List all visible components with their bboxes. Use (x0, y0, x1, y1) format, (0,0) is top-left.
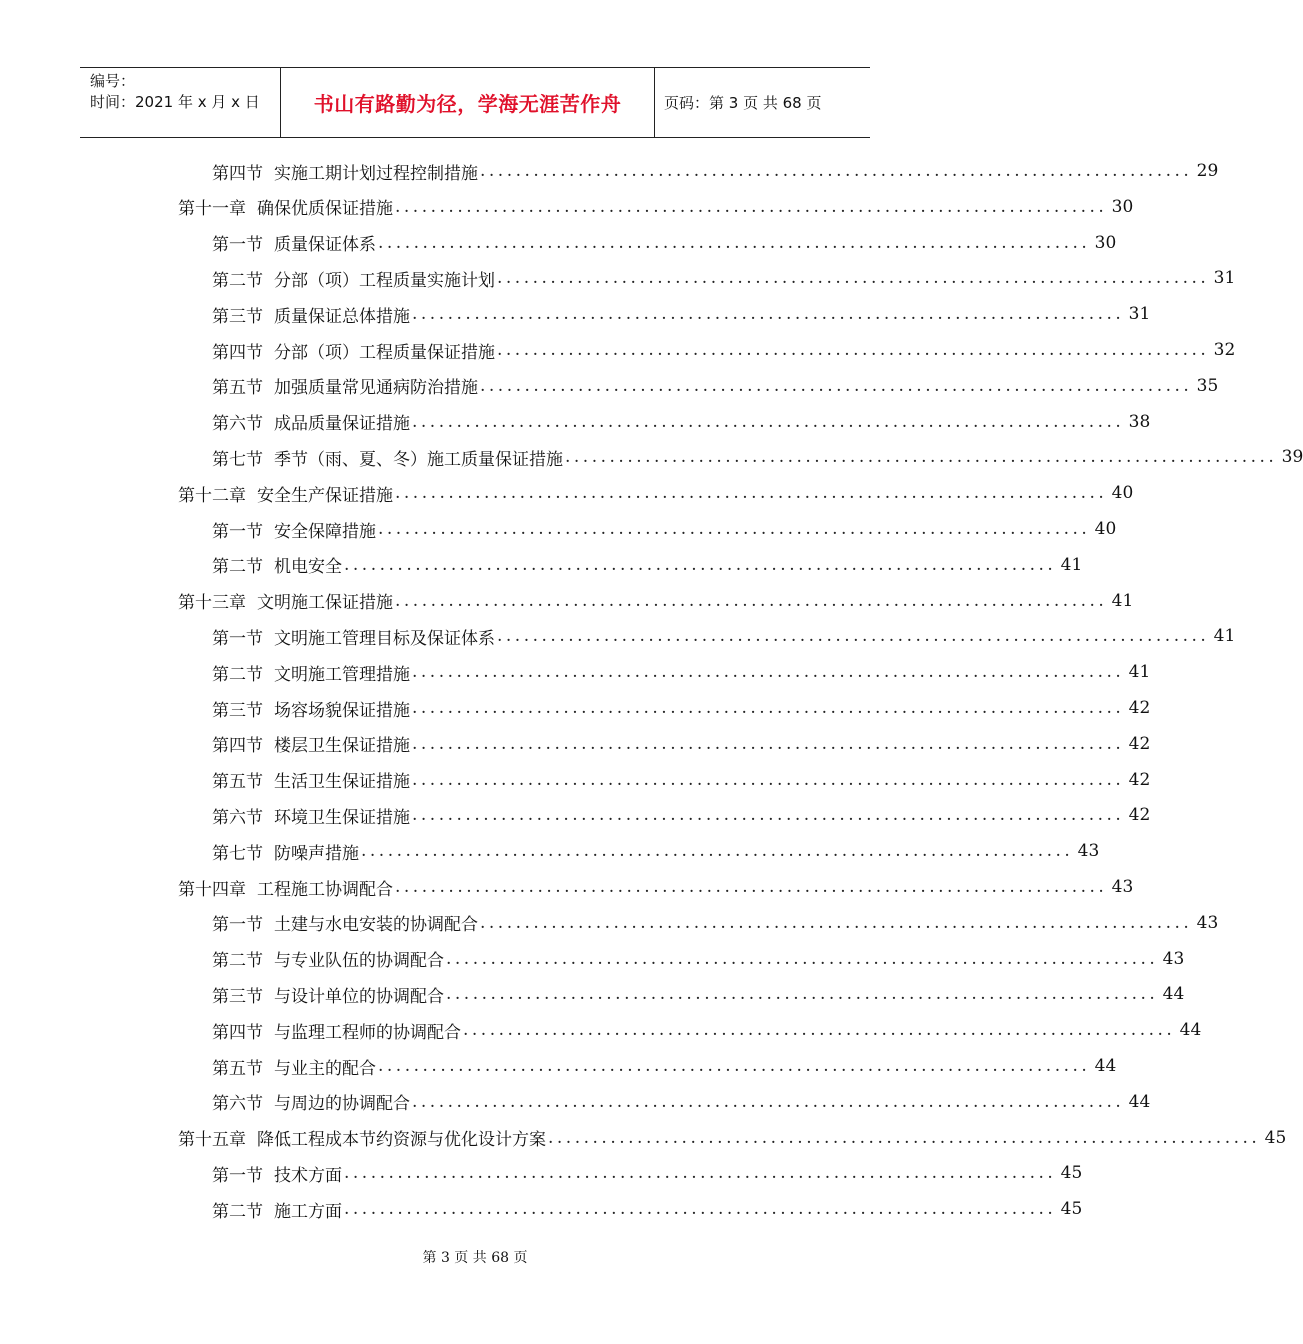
toc-entry-title: 楼层卫生保证措施 (274, 736, 410, 757)
toc-entry[interactable] (212, 654, 1151, 690)
toc-entry[interactable] (212, 296, 1151, 332)
toc-entry-title: 加强质量常见通病防治措施 (274, 378, 478, 399)
toc-leader-dots: ................................................................................ (412, 698, 1125, 718)
toc-entry-number: 第三节 (212, 986, 263, 1007)
toc-entry-page: 44 (1179, 1020, 1202, 1041)
toc-entry[interactable] (212, 690, 1151, 726)
toc-entry[interactable] (178, 189, 1134, 225)
toc-entry-page: 31 (1128, 304, 1151, 325)
toc-entry-number: 第六节 (212, 414, 263, 435)
toc-entry-number: 第三节 (212, 306, 263, 327)
toc-entry-page: 45 (1264, 1127, 1287, 1148)
header-motto: 书山有路勤为径，学海无涯苦作舟 (281, 68, 655, 137)
toc-entry-title: 与业主的配合 (274, 1058, 376, 1079)
toc-entry-title: 生活卫生保证措施 (274, 772, 410, 793)
toc-entry-title: 场容场貌保证措施 (274, 700, 410, 721)
toc-entry-title: 分部（项）工程质量实施计划 (274, 270, 495, 291)
toc-entry[interactable] (212, 833, 1100, 869)
toc-entry-title: 质量保证总体措施 (274, 306, 410, 327)
toc-leader-dots: ................................................................................ (565, 447, 1278, 468)
toc-leader-dots: ................................................................................ (378, 1056, 1091, 1076)
toc-entry-title: 文明施工管理目标及保证体系 (274, 628, 495, 649)
toc-entry-page: 40 (1094, 519, 1117, 539)
toc-entry-title: 成品质量保证措施 (274, 414, 410, 435)
toc-entry-title: 工程施工协调配合 (257, 879, 393, 900)
toc-entry[interactable] (212, 404, 1151, 440)
toc-leader-dots: ................................................................................ (480, 375, 1193, 396)
toc-leader-dots: ................................................................................ (412, 304, 1125, 325)
toc-leader-dots: ................................................................................ (344, 554, 1057, 575)
toc-entry-number: 第十四章 (178, 879, 246, 900)
toc-leader-dots: ................................................................................ (378, 519, 1091, 539)
toc-leader-dots: ................................................................................ (412, 411, 1125, 432)
toc-entry-page: 45 (1060, 1199, 1083, 1220)
toc-entry-title: 实施工期计划过程控制措施 (274, 163, 478, 184)
page-header (80, 67, 870, 138)
page-footer: 第 3 页 共 68 页 (422, 1250, 528, 1266)
toc-leader-dots: ................................................................................ (361, 841, 1074, 862)
toc-entry[interactable] (178, 475, 1134, 511)
toc-entry[interactable] (212, 439, 1303, 475)
toc-leader-dots: ................................................................................ (497, 340, 1210, 360)
toc-entry[interactable] (212, 976, 1185, 1012)
toc-entry-title: 安全生产保证措施 (257, 485, 393, 506)
toc-entry-page: 41 (1213, 626, 1236, 647)
toc-entry-page: 29 (1196, 161, 1219, 181)
toc-entry-page: 41 (1111, 590, 1134, 611)
toc-entry[interactable] (212, 1191, 1083, 1227)
toc-entry-title: 确保优质保证措施 (257, 199, 393, 220)
toc-leader-dots: ................................................................................ (480, 161, 1193, 181)
toc-entry[interactable] (212, 618, 1236, 654)
toc-entry[interactable] (212, 726, 1151, 762)
toc-entry-page: 41 (1060, 554, 1083, 575)
toc-entry-title: 文明施工保证措施 (257, 593, 393, 614)
toc-entry-title: 质量保证体系 (274, 235, 376, 256)
toc-leader-dots: ................................................................................ (446, 984, 1159, 1005)
toc-leader-dots: ................................................................................ (395, 196, 1108, 217)
toc-entry-page: 43 (1111, 877, 1134, 897)
toc-leader-dots: ................................................................................ (344, 1163, 1057, 1184)
toc-entry[interactable] (212, 260, 1236, 296)
toc-entry-page: 30 (1111, 196, 1134, 217)
toc-entry-page: 42 (1128, 769, 1151, 790)
toc-entry-page: 31 (1213, 268, 1236, 289)
toc-entry-number: 第三节 (212, 700, 263, 721)
toc-entry-page: 38 (1128, 411, 1151, 432)
toc-entry-title: 降低工程成本节约资源与优化设计方案 (257, 1130, 546, 1151)
toc-entry-number: 第二节 (212, 1201, 263, 1222)
toc-entry-page: 43 (1196, 912, 1219, 933)
toc-entry-title: 季节（雨、夏、冬）施工质量保证措施 (274, 449, 563, 470)
toc-entry-number: 第一节 (212, 521, 263, 542)
toc-entry-page: 44 (1094, 1056, 1117, 1076)
toc-leader-dots: ................................................................................ (463, 1020, 1176, 1041)
toc-entry-title: 与专业队伍的协调配合 (274, 951, 444, 972)
toc-entry[interactable] (212, 225, 1117, 261)
toc-entry[interactable] (212, 153, 1219, 189)
toc-entry-number: 第十五章 (178, 1130, 246, 1151)
toc-entry-number: 第五节 (212, 378, 263, 399)
toc-entry-title: 与设计单位的协调配合 (274, 986, 444, 1007)
toc-entry[interactable] (212, 941, 1185, 977)
toc-entry-page: 43 (1077, 841, 1100, 862)
toc-entry-page: 30 (1094, 232, 1117, 253)
toc-entry-number: 第七节 (212, 449, 263, 470)
toc-entry-title: 土建与水电安装的协调配合 (274, 915, 478, 936)
toc-entry-title: 技术方面 (274, 1165, 342, 1186)
header-meta (80, 68, 281, 137)
toc-entry[interactable] (178, 1120, 1287, 1156)
toc-entry[interactable] (212, 332, 1236, 368)
toc-leader-dots: ................................................................................ (497, 626, 1210, 647)
toc-leader-dots: ................................................................................ (395, 877, 1108, 897)
toc-entry[interactable] (212, 368, 1219, 404)
toc-entry[interactable] (178, 869, 1134, 905)
toc-entry-number: 第六节 (212, 807, 263, 828)
toc-entry-number: 第六节 (212, 1094, 263, 1115)
toc-entry-number: 第五节 (212, 1058, 263, 1079)
toc-entry-page: 42 (1128, 698, 1151, 718)
toc-entry-number: 第十二章 (178, 485, 246, 506)
toc-leader-dots: ................................................................................ (412, 733, 1125, 754)
toc-leader-dots: ................................................................................ (378, 232, 1091, 253)
toc-entry-number: 第四节 (212, 342, 263, 363)
toc-entry-title: 文明施工管理措施 (274, 664, 410, 685)
document-date: 时间：2021 年 x 月 x 日 (90, 93, 260, 111)
toc-leader-dots: ................................................................................ (412, 662, 1125, 683)
toc-leader-dots: ................................................................................ (548, 1127, 1261, 1148)
toc-entry[interactable] (178, 583, 1134, 619)
toc-entry-page: 41 (1128, 662, 1151, 683)
toc-entry-page: 35 (1196, 375, 1219, 396)
toc-entry-number: 第一节 (212, 235, 263, 256)
toc-entry-title: 机电安全 (274, 557, 342, 578)
toc-entry-number: 第五节 (212, 772, 263, 793)
toc-entry-title: 安全保障措施 (274, 521, 376, 542)
toc-entry-page: 39 (1281, 447, 1303, 468)
toc-entry-title: 施工方面 (274, 1201, 342, 1222)
toc-entry[interactable] (212, 797, 1151, 833)
toc-entry[interactable] (212, 1012, 1202, 1048)
toc-entry-number: 第一节 (212, 628, 263, 649)
header-page-info: 页码：第 3 页 共 68 页 (664, 94, 822, 112)
toc-entry-number: 第二节 (212, 951, 263, 972)
toc-leader-dots: ................................................................................ (412, 805, 1125, 826)
toc-entry-page: 40 (1111, 483, 1134, 504)
toc-entry-number: 第十一章 (178, 199, 246, 220)
toc-entry[interactable] (212, 905, 1219, 941)
toc-entry-number: 第二节 (212, 557, 263, 578)
toc-entry-number: 第一节 (212, 915, 263, 936)
toc-leader-dots: ................................................................................ (344, 1199, 1057, 1220)
toc-entry-number: 第二节 (212, 270, 263, 291)
toc-entry-page: 42 (1128, 805, 1151, 826)
document-number-label: 编号： (90, 72, 136, 90)
toc-leader-dots: ................................................................................ (446, 948, 1159, 969)
toc-leader-dots: ................................................................................ (480, 912, 1193, 933)
toc-leader-dots: ................................................................................ (395, 483, 1108, 504)
toc-entry-page: 43 (1162, 948, 1185, 969)
toc-entry-page: 44 (1162, 984, 1185, 1005)
toc-entry[interactable] (212, 1155, 1083, 1191)
toc-entry-number: 第七节 (212, 843, 263, 864)
toc-leader-dots: ................................................................................ (497, 268, 1210, 289)
toc-entry-number: 第四节 (212, 736, 263, 757)
toc-entry-title: 环境卫生保证措施 (274, 807, 410, 828)
toc-entry-page: 32 (1213, 340, 1236, 360)
toc-entry-title: 分部（项）工程质量保证措施 (274, 342, 495, 363)
toc-entry[interactable] (212, 547, 1083, 583)
toc-entry-page: 42 (1128, 733, 1151, 754)
toc-entry[interactable] (212, 1084, 1151, 1120)
toc-entry-number: 第十三章 (178, 593, 246, 614)
toc-entry-title: 与监理工程师的协调配合 (274, 1022, 461, 1043)
toc-leader-dots: ................................................................................ (395, 590, 1108, 611)
toc-entry-title: 与周边的协调配合 (274, 1094, 410, 1115)
toc-leader-dots: ................................................................................ (412, 769, 1125, 790)
toc-entry[interactable] (212, 511, 1117, 547)
toc-entry-number: 第四节 (212, 1022, 263, 1043)
toc-entry-number: 第四节 (212, 163, 263, 184)
toc-entry-number: 第二节 (212, 664, 263, 685)
toc-entry[interactable] (212, 762, 1151, 798)
toc-entry-page: 45 (1060, 1163, 1083, 1184)
toc-entry-page: 44 (1128, 1091, 1151, 1112)
toc-entry-number: 第一节 (212, 1165, 263, 1186)
toc-entry-title: 防噪声措施 (274, 843, 359, 864)
toc-entry[interactable] (212, 1048, 1117, 1084)
toc-leader-dots: ................................................................................ (412, 1091, 1125, 1112)
